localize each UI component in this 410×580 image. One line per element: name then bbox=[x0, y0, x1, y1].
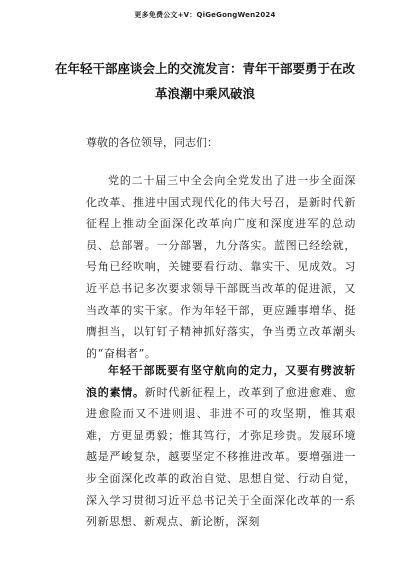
paragraph-2 bbox=[86, 360, 356, 533]
paragraph-1: 党的二十届三中全会向全党发出了进一步全面深化改革、推进中国式现代化的伟大号召，是新时代新征程上推动全面深化改革向广度和深度进军的总动员、总部署。一分部署，九分落实。蓝图已经绘就，号角已经吹响，关键要看行动、靠实干、见成效。习近平总书记多次要求领导干部既当改革的促进派，又当改革的实干家。作为年轻干部，更应踵事增华、挺膺担当，以钉钉子精神抓好落实，争当勇立改革潮头的“奋楫者”。 bbox=[86, 174, 356, 360]
document-title: 在年轻干部座谈会上的交流发言：青年干部要勇于在改革浪潮中乘风破浪 bbox=[55, 61, 356, 101]
header-note: 更多免费公文+V：QiGeGongWen2024 bbox=[134, 11, 276, 19]
paragraph-2-lead: 年轻干部既要有坚守航向的定力，又要有劈波斩浪的素情。 bbox=[86, 364, 356, 399]
paragraph-2-body: 新时代新征程上，改革到了愈进愈难、愈进愈险而又不进则退、非进不可的攻坚期，惟其艰难，方更显勇毅；惟其笃行，才弥足珍贵。发展环境越是严峻复杂，越要坚定不移推进改革。要增强进一步全面深化改革的政治自觉、思想自觉、行动自觉，深入学习贯彻习近平总书记关于全面深化改革的一系列新思想、新观点、新论断，深刻 bbox=[86, 385, 356, 529]
salutation: 尊敬的各位领导，同志们： bbox=[86, 136, 218, 149]
